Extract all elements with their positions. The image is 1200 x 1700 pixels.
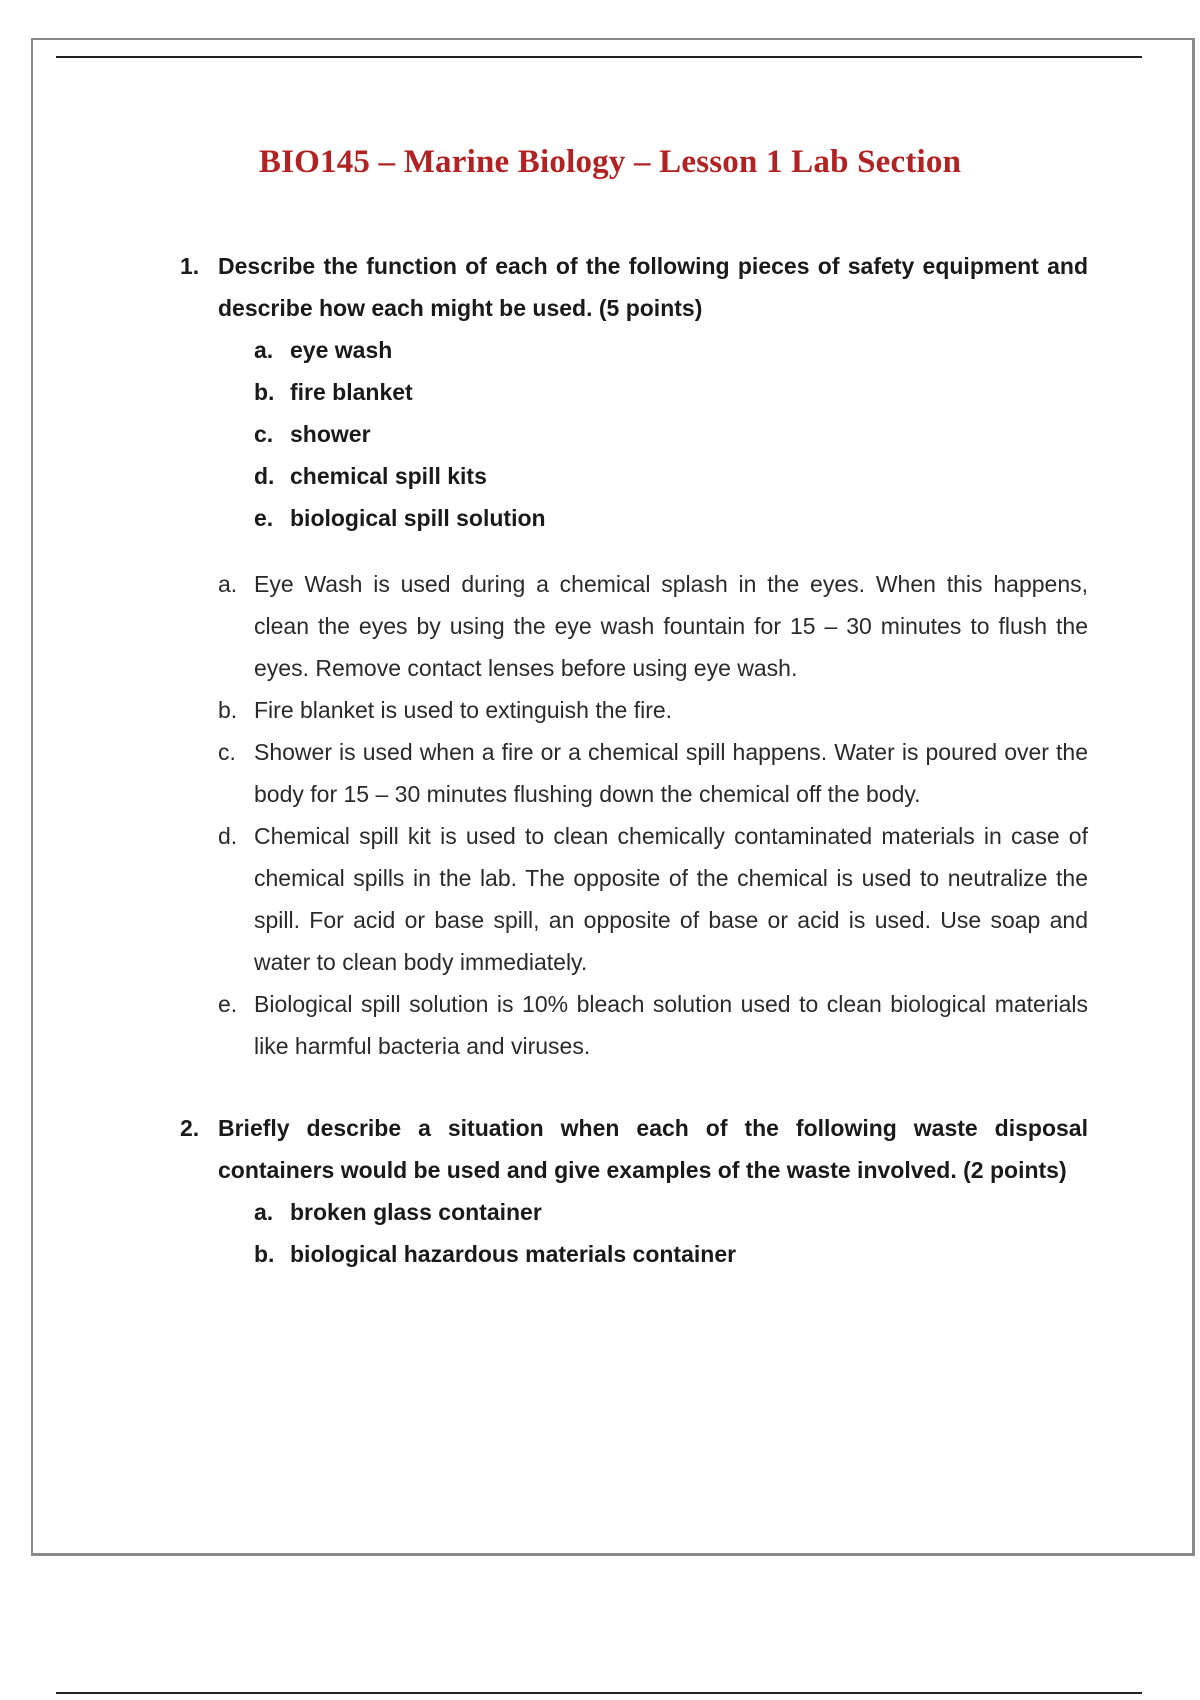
question-text: Briefly describe a situation when each of the following waste disposal containers would be used and give examples of the waste involved. (2 points) — [218, 1115, 1088, 1183]
answer-item: d. Chemical spill kit is used to clean chemically contaminated materials in case of chemical spills in the lab. The opposite of the chemical is used to neutralize the spill. For acid or base spill, an opposite of base or acid is used. Use soap and water to clean body immediately. — [218, 823, 1088, 975]
question-1 — [180, 245, 1088, 329]
answer-item: b. Fire blanket is used to extinguish the fire. — [218, 697, 673, 723]
question-1-items — [180, 329, 1088, 539]
list-item: d. chemical spill kits — [254, 463, 487, 489]
list-item: b. biological hazardous materials container — [254, 1241, 737, 1267]
answer-item: e. Biological spill solution is 10% bleach solution used to clean biological materials like harmful bacteria and viruses. — [218, 991, 1088, 1059]
document-body — [180, 245, 1088, 1275]
list-item: a. broken glass container — [254, 1199, 542, 1225]
list-item: b. fire blanket — [254, 379, 413, 405]
list-item: c. shower — [254, 421, 371, 447]
list-item: e. biological spill solution — [254, 505, 546, 531]
footer-rule — [56, 1692, 1142, 1694]
question-number: 1. — [180, 253, 200, 279]
list-item: a. eye wash — [254, 337, 393, 363]
question-2 — [180, 1107, 1088, 1191]
question-text: Describe the function of each of the following pieces of safety equipment and describe how each might be used. (5 points) — [218, 253, 1088, 321]
document-title: BIO145 – Marine Biology – Lesson 1 Lab Section — [258, 144, 962, 180]
header-rule — [56, 56, 1142, 58]
question-1-answers — [180, 563, 1088, 1067]
answer-item: c. Shower is used when a fire or a chemical spill happens. Water is poured over the body for 15 – 30 minutes flushing down the chemical off the body. — [218, 739, 1088, 807]
question-number: 2. — [180, 1115, 200, 1141]
answer-item: a. Eye Wash is used during a chemical splash in the eyes. When this happens, clean the eyes by using the eye wash fountain for 15 – 30 minutes to flush the eyes. Remove contact lenses before using eye wash. — [218, 571, 1088, 681]
question-2-items — [180, 1191, 1088, 1275]
